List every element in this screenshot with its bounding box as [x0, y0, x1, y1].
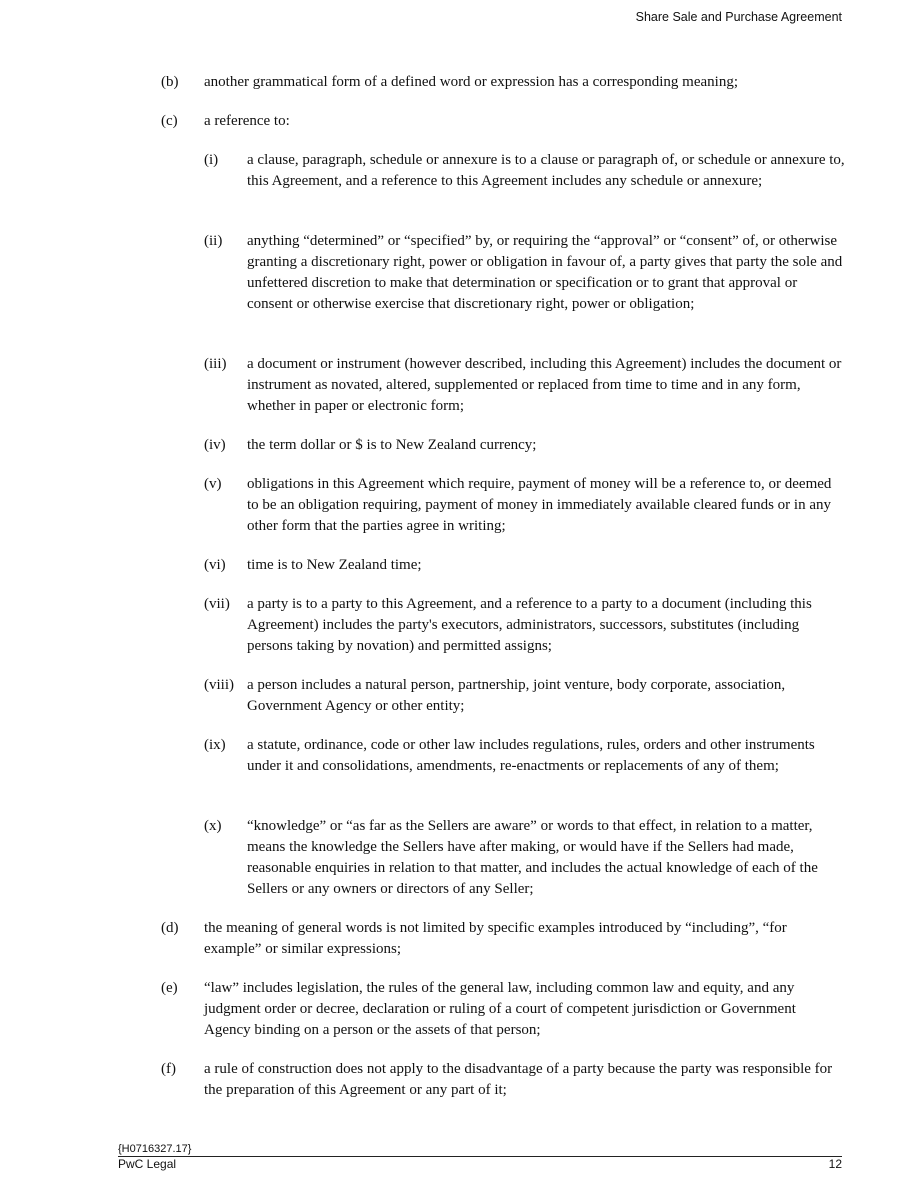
subclause-label: (i)	[204, 152, 219, 168]
subclause-text: a party is to a party to this Agreement, and a reference to a party to a document (including this Agreement) includes the party's executors, administrators, successors, substitutes (including persons taking by novation) and permitted assigns;	[247, 596, 812, 654]
clause-label: (e)	[161, 980, 178, 996]
subclause-text: a document or instrument (however described, including this Agreement) includes the document or instrument as novated, altered, supplemented or replaced from time to time and in any form, whether in paper or electronic form;	[247, 356, 842, 414]
footer-divider	[118, 1156, 842, 1157]
subclause-text: a statute, ordinance, code or other law includes regulations, rules, orders and other instruments under it and consolidations, amendments, re-enactments or replacements of any of them;	[247, 737, 815, 774]
clause-text: the meaning of general words is not limited by specific examples introduced by “including”, “for example” or similar expressions;	[204, 920, 787, 957]
subclause-text: obligations in this Agreement which require, payment of money will be a reference to, or deemed to be an obligation requiring, payment of money in immediately available cleared funds or in any other form that the parties agree in writing;	[247, 476, 832, 534]
subclause-label: (vi)	[204, 557, 226, 573]
subclause-label: (iv)	[204, 437, 226, 453]
subclause-text: time is to New Zealand time;	[247, 557, 422, 573]
subclause-text: a clause, paragraph, schedule or annexure is to a clause or paragraph of, or schedule or annexure to, this Agreement, and a reference to this Agreement includes any schedule or annexure;	[247, 152, 845, 189]
subclause-label: (vii)	[204, 596, 230, 612]
subclause-text: anything “determined” or “specified” by, or requiring the “approval” or “consent” of, or otherwise granting a discretionary right, power or obligation in favour of, a party gives that party the sole and unfettered discretion to make that determination or specification or to grant that approval or consent or otherwise exercise that discretionary right, power or obligation;	[247, 233, 843, 312]
subclause-label: (v)	[204, 476, 222, 492]
clause-label: (f)	[161, 1061, 176, 1077]
subclause-text: “knowledge” or “as far as the Sellers are aware” or words to that effect, in relation to a matter, means the knowledge the Sellers have after making, or would have if the Sellers had made, reasonable enquiries in relation to that matter, and includes the actual knowledge of each of the Sellers or any owners or directors of any Seller;	[247, 818, 818, 897]
clause-label: (b)	[161, 74, 179, 90]
subclause-label: (x)	[204, 818, 222, 834]
clause-label: (c)	[161, 113, 178, 129]
subclause-text: a person includes a natural person, partnership, joint venture, body corporate, association, Government Agency or other entity;	[247, 677, 786, 714]
clause-text: another grammatical form of a defined word or expression has a corresponding meaning;	[204, 74, 738, 90]
clause-label: (d)	[161, 920, 179, 936]
subclause-label: (ii)	[204, 233, 223, 249]
page-number: 12	[828, 1157, 842, 1171]
document-code: {H0716327.17}	[118, 1143, 192, 1155]
subclause-label: (iii)	[204, 356, 227, 372]
subclause-text: the term dollar or $ is to New Zealand currency;	[247, 437, 537, 453]
clause-text: “law” includes legislation, the rules of the general law, including common law and equity, and any judgment order or decree, declaration or ruling of a court of competent jurisdiction or Government Agency binding on a person or the assets of that person;	[204, 980, 796, 1038]
clause-text: a reference to:	[204, 113, 290, 129]
footer-company: PwC Legal	[118, 1157, 177, 1171]
subclause-label: (viii)	[204, 677, 234, 693]
running-header: Share Sale and Purchase Agreement	[635, 10, 842, 24]
subclause-label: (ix)	[204, 737, 226, 753]
clause-text: a rule of construction does not apply to the disadvantage of a party because the party was responsible for the preparation of this Agreement or any part of it;	[204, 1061, 833, 1098]
